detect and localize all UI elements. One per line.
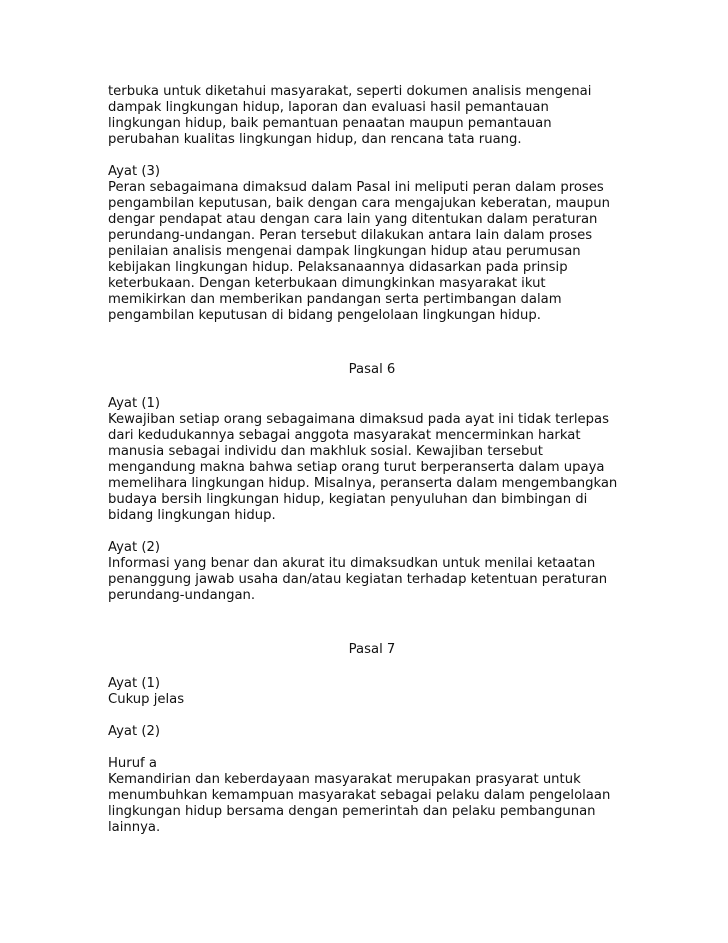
pasal7-heading: Pasal 7 [348,642,396,657]
spacer [108,378,628,394]
spacer [108,340,628,362]
spacer [108,620,628,642]
document-page [108,84,628,836]
pasal7-ayat2-label: Ayat (2) [108,724,161,739]
spacer [108,324,628,340]
spacer [108,604,628,620]
pasal6-ayat1-label: Ayat (1) [108,396,161,411]
spacer [108,524,628,540]
pasal6-ayat1-paragraph: Kewajiban setiap orang sebagaimana dimaksud pada ayat ini tidak terlepas dari kedudukannya sebagai anggota masyarakat mencerminkan harkat manusia sebagai individu dan makhluk sosial. Kewajiban tersebut mengandung makna bahwa setiap orang turut berperanserta dalam upaya memelihara lingkungan hidup. Misalnya, peranserta dalam mengembangkan budaya bersih lingkungan hidup, kegiatan penyuluhan dan bimbingan di bidang lingkungan hidup. [108,412,618,523]
pasal7-ayat1-paragraph: Cukup jelas [108,692,185,707]
pasal7-huruf-a-label: Huruf a [108,756,157,771]
spacer [108,708,628,724]
pasal6-ayat2-label: Ayat (2) [108,540,161,555]
pasal6-heading: Pasal 6 [348,362,396,377]
pasal5-ayat3-paragraph: Peran sebagaimana dimaksud dalam Pasal ini meliputi peran dalam proses pengambilan keputusan, baik dengan cara mengajukan keberatan, maupun dengar pendapat atau dengan cara lain yang ditentukan dalam peraturan perundang-undangan. Peran tersebut dilakukan antara lain dalam proses penilaian analisis mengenai dampak lingkungan hidup atau perumusan kebijakan lingkungan hidup. Pelaksanaannya didasarkan pada prinsip keterbukaan. Dengan keterbukaan dimungkinkan masyarakat ikut memikirkan dan memberikan pandangan serta pertimbangan dalam pengambilan keputusan di bidang pengelolaan lingkungan hidup. [108,180,610,323]
spacer [108,658,628,674]
pasal5-ayat3-label: Ayat (3) [108,164,161,179]
pasal7-ayat1-label: Ayat (1) [108,676,161,691]
spacer [108,148,628,164]
pasal6-ayat2-paragraph: Informasi yang benar dan akurat itu dimaksudkan untuk menilai ketaatan penanggung jawab usaha dan/atau kegiatan terhadap ketentuan peraturan perundang-undangan. [108,556,608,603]
spacer [108,740,628,756]
pasal7-huruf-a-paragraph: Kemandirian dan keberdayaan masyarakat merupakan prasyarat untuk menumbuhkan kemampuan masyarakat sebagai pelaku dalam pengelolaan lingkungan hidup bersama dengan pemerintah dan pelaku pembangunan lainnya. [108,772,611,835]
intro-paragraph: terbuka untuk diketahui masyarakat, seperti dokumen analisis mengenai dampak lingkungan hidup, laporan dan evaluasi hasil pemantauan lingkungan hidup, baik pemantuan penaatan maupun pemantauan perubahan kualitas lingkungan hidup, dan rencana tata ruang. [108,84,592,147]
